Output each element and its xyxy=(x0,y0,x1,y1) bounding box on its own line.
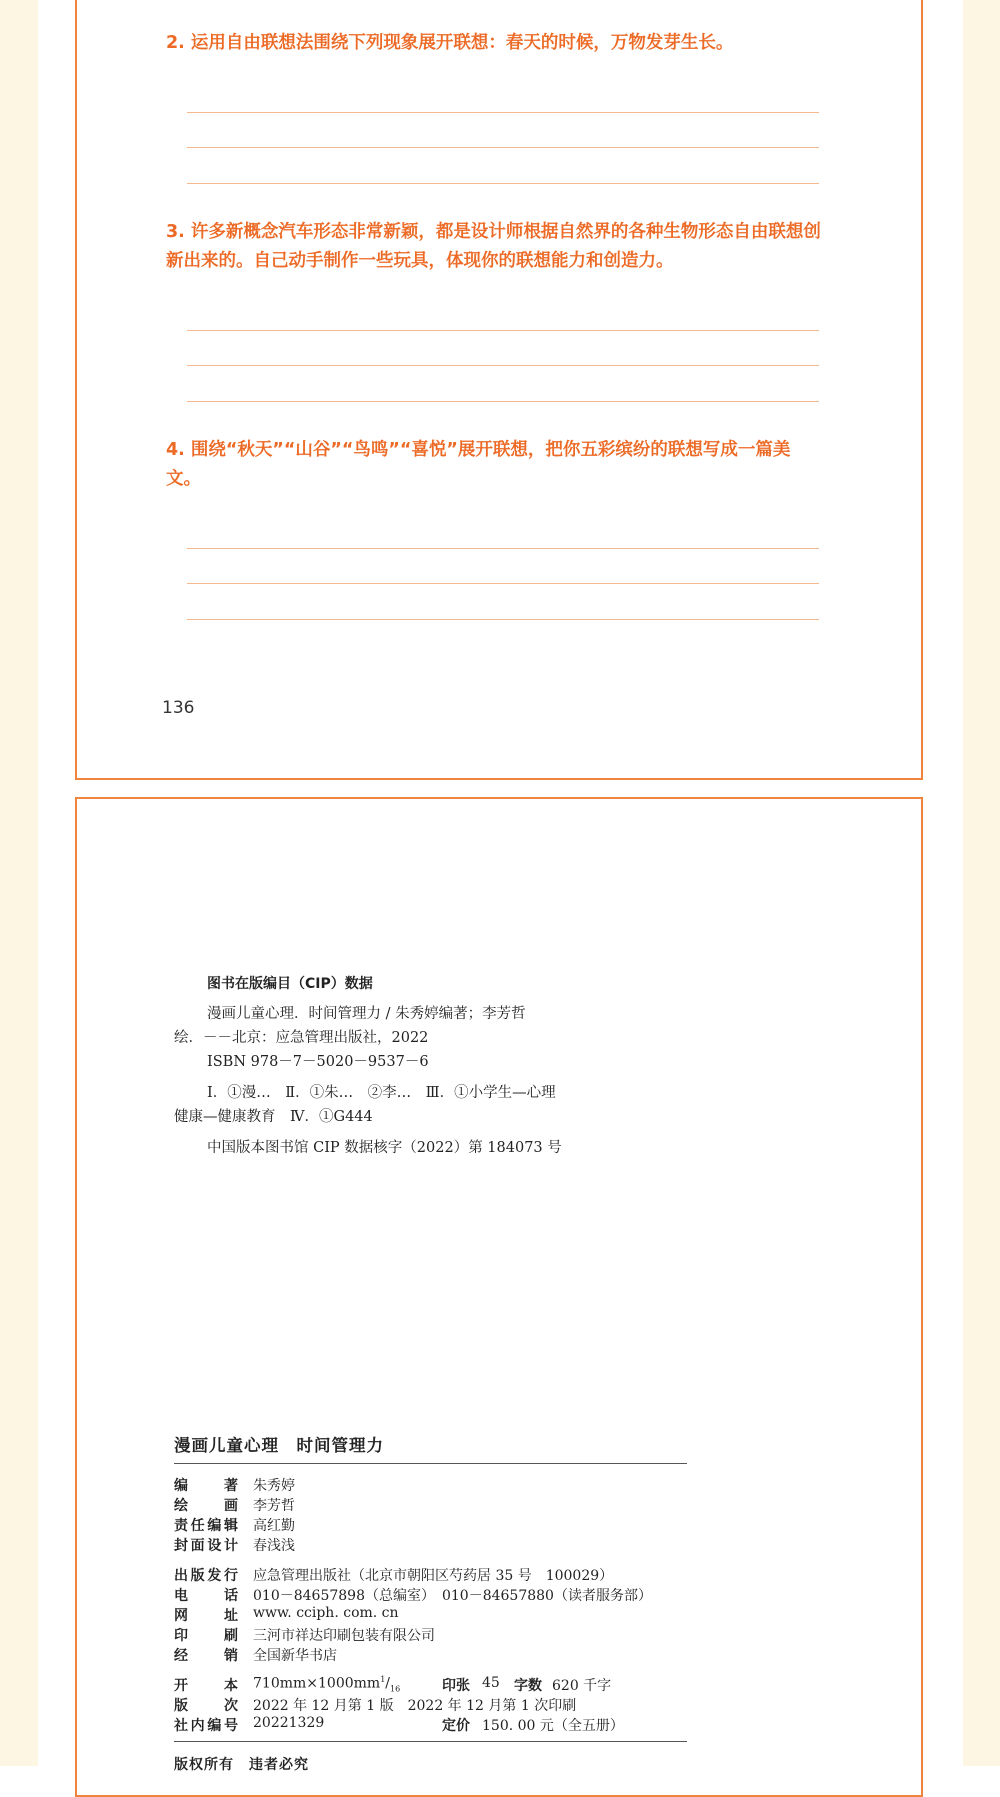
cip-line: 漫画儿童心理．时间管理力 / 朱秀婷编著；李芳哲 xyxy=(207,1006,526,1022)
cip-number: 中国版本图书馆 CIP 数据核字（2022）第 184073 号 xyxy=(207,1140,562,1156)
answer-line[interactable] xyxy=(187,401,819,402)
page-number: 136 xyxy=(162,698,195,718)
answer-line[interactable] xyxy=(187,619,819,620)
right-margin-band xyxy=(963,0,1000,1766)
cip-line: 绘．－－北京：应急管理出版社，2022 xyxy=(174,1030,429,1046)
exercise-page xyxy=(75,0,923,780)
divider xyxy=(174,1741,687,1742)
cip-isbn: ISBN 978－7－5020－9537－6 xyxy=(207,1054,429,1070)
answer-line[interactable] xyxy=(187,548,819,549)
copyright-notice: 版权所有 违者必究 xyxy=(174,1757,309,1773)
answer-line[interactable] xyxy=(187,183,819,184)
question-2: 2. 运用自由联想法围绕下列现象展开联想：春天的时候，万物发芽生长。 xyxy=(166,33,734,53)
answer-line[interactable] xyxy=(187,112,819,113)
divider xyxy=(174,1463,687,1464)
question-4: 4. 围绕“秋天”“山谷”“鸟鸣”“喜悦”展开联想，把你五彩缤纷的联想写成一篇美文。 xyxy=(166,440,791,489)
answer-line[interactable] xyxy=(187,583,819,584)
cip-line: Ⅰ．①漫… Ⅱ．①朱… ②李… Ⅲ．①小学生—心理 xyxy=(207,1085,556,1101)
book-title: 漫画儿童心理 时间管理力 xyxy=(174,1436,384,1455)
answer-line[interactable] xyxy=(187,330,819,331)
cip-line: 健康—健康教育 Ⅳ．①G444 xyxy=(174,1109,373,1125)
answer-line[interactable] xyxy=(187,147,819,148)
copyright-page: 图书在版编目（CIP）数据 漫画儿童心理．时间管理力 / 朱秀婷编著；李芳哲 绘．－－北京：应急管理出版社，2022 ISBN 978－7－5020－9537－6 Ⅰ．①漫… Ⅱ．①朱… ②李… Ⅲ．①小学生—心理 健康—健康教育 Ⅳ．①G444 中国版本图书馆 CIP 数据核字（2022）第 184073 号 漫画儿童心理 时间管理力 编著 朱秀婷 绘画 李芳哲 责任编辑 高红勤 封面设计 春浅浅 出版发行 应急管理出版社（北京市朝阳区芍药居 35 号 100029） 电话 010－84657898（总编室） 010－84657880（读者服务部） 网址 www. cciph. com. cn 印刷 三河市祥达印刷包装有限公司 经销 全国新华书店 开本 $710mm\times 1000mm^1/_{16}$ 印张 45 字数 620 千字 版次 2022 年 12 月第 1 版 2022 年 12 月第 1 次印刷 社内编号 20221329 定价 150. 00 元（全五册） 版权所有 违者必究 xyxy=(75,797,923,1797)
answer-line[interactable] xyxy=(187,365,819,366)
left-margin-band xyxy=(0,0,38,1766)
question-3: 3. 许多新概念汽车形态非常新颖，都是设计师根据自然界的各种生物形态自由联想创新出来的。自己动手制作一些玩具，体现你的联想能力和创造力。 xyxy=(166,222,821,271)
cip-title: 图书在版编目（CIP）数据 xyxy=(207,976,373,992)
